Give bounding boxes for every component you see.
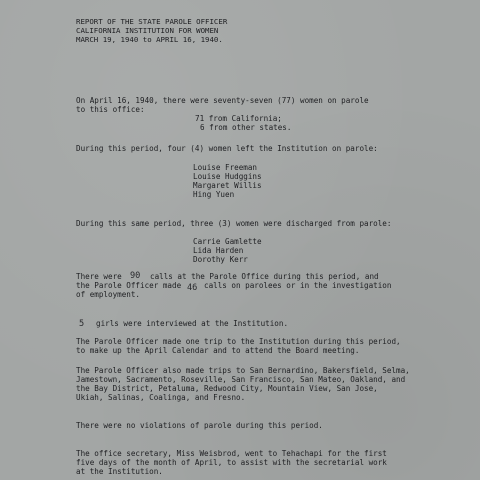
cities-line-2: Jamestown, Sacramento, Roseville, San Francisco, San Mateo, Oakland, and — [76, 375, 406, 384]
discharged-name: Lida Harden — [193, 246, 244, 255]
secretary-line-2: five days of the month of April, to assist with the secretarial work — [76, 458, 387, 467]
from-other-states: 6 from other states. — [200, 123, 292, 132]
calls-line-2a: the Parole Officer made — [76, 281, 182, 290]
parole-name: Margaret Willis — [193, 181, 262, 190]
cities-line-4: Ukiah, Salinas, Coalinga, and Fresno. — [76, 393, 246, 402]
discharged-name: Dorothy Kerr — [193, 255, 248, 264]
parole-count-line-2: to this office: — [76, 105, 145, 114]
calls-line-2b: calls on parolees or in the investigation — [204, 281, 392, 290]
secretary-line-1: The office secretary, Miss Weisbrod, went to Tehachapi for the first — [76, 449, 387, 458]
parole-count-line: On April 16, 1940, there were seventy-seven (77) women on parole — [76, 96, 369, 105]
calls-line-1b: calls at the Parole Office during this period, and — [150, 272, 379, 281]
parole-name: Hing Yuen — [193, 190, 235, 199]
cities-line-1: The Parole Officer also made trips to San Bernardino, Bakersfield, Selma, — [76, 366, 410, 375]
handwritten-calls-office: 90 — [130, 271, 141, 281]
cities-line-3: the Bay District, Petaluma, Redwood City, Mountain View, San Jose, — [76, 384, 378, 393]
left-on-parole-line: During this period, four (4) women left the Institution on parole: — [76, 144, 378, 153]
discharged-name: Carrie Gamlette — [193, 237, 262, 246]
calls-line-3: of employment. — [76, 290, 141, 299]
parole-name: Louise Hudggins — [193, 172, 262, 181]
trip-line-2: to make up the April Calendar and to attend the Board meeting. — [76, 346, 360, 355]
secretary-line-3: at the Institution. — [76, 467, 163, 476]
discharged-line: During this same period, three (3) women were discharged from parole: — [76, 219, 392, 228]
calls-line-1a: There were — [76, 272, 122, 281]
from-california: 71 from California; — [195, 114, 282, 123]
handwritten-calls-parolees: 46 — [187, 283, 198, 293]
violations-line: There were no violations of parole during this period. — [76, 421, 323, 430]
report-title: REPORT OF THE STATE PAROLE OFFICER — [76, 17, 228, 26]
interviewed-line: girls were interviewed at the Institution. — [96, 319, 289, 328]
handwritten-interview-count: 5 — [79, 319, 85, 329]
trip-line-1: The Parole Officer made one trip to the Institution during this period, — [76, 337, 401, 346]
report-period: MARCH 19, 1940 to APRIL 16, 1940. — [76, 35, 223, 44]
parole-name: Louise Freeman — [193, 163, 258, 172]
institution-name: CALIFORNIA INSTITUTION FOR WOMEN — [76, 26, 219, 35]
